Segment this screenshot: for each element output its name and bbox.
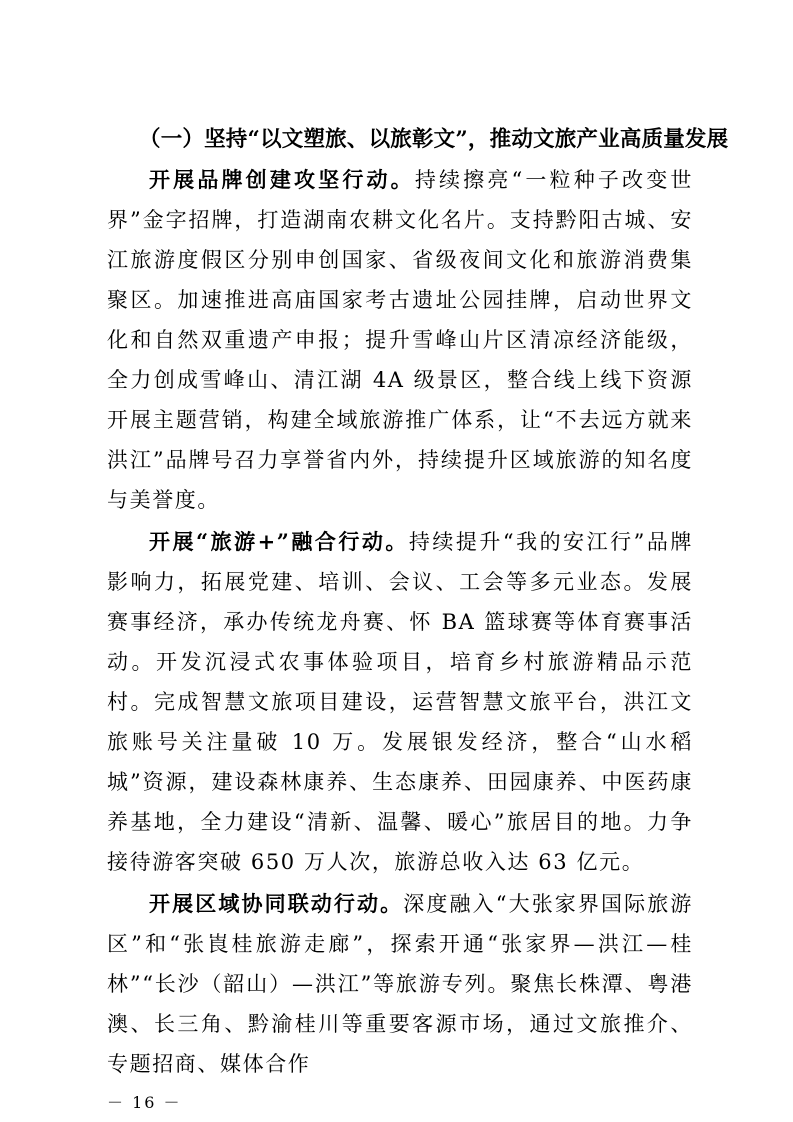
paragraph-lead: 开展品牌创建攻坚行动。 <box>149 167 415 192</box>
paragraph-text: 持续提升“我的安江行”品牌影响力，拓展党建、培训、会议、工会等多元业态。发展赛事经济，承办传统龙舟赛、怀 BA 篮球赛等体育赛事活动。开发沉浸式农事体验项目，培育乡村旅游精品示范村。完成智慧文旅项目建设，运营智慧文旅平台，洪江文旅账号关注量破 10 万。发展银发经济，整合“山水稻城”资源，建设森林康养、生态康养、田园康养、中医药康养基地，全力建设“清新、温馨、暖心”旅居目的地。力争接待游客突破 650 万人次，旅游总收入达 63 亿元。 <box>107 530 693 874</box>
paragraph-brand <box>107 160 693 520</box>
paragraph-lead: 开展区域协同联动行动。 <box>149 891 404 916</box>
paragraph-tourism-plus <box>107 522 693 882</box>
section-heading: （一）坚持“以文塑旅、以旅彰文”，推动文旅产业高质量发展 <box>139 127 729 152</box>
paragraph-lead: 开展“旅游+”融合行动。 <box>149 529 409 554</box>
page-number: － 16 － <box>107 1093 182 1112</box>
paragraph-regional <box>107 884 693 1084</box>
document-body <box>107 120 729 1084</box>
paragraph-text: 深度融入“大张家界国际旅游区”和“张崀桂旅游走廊”，探索开通“张家界—洪江—桂林”“长沙（韶山）—洪江”等旅游专列。聚焦长株潭、粤港澳、长三角、黔渝桂川等重要客源市场，通过文旅推介、专题招商、媒体合作 <box>107 892 693 1076</box>
paragraph-text: 持续擦亮“一粒种子改变世界”金字招牌，打造湖南农耕文化名片。支持黔阳古城、安江旅游度假区分别申创国家、省级夜间文化和旅游消费集聚区。加速推进高庙国家考古遗址公园挂牌，启动世界文化和自然双重遗产申报；提升雪峰山片区清凉经济能级，全力创成雪峰山、清江湖 4A 级景区，整合线上线下资源开展主题营销，构建全域旅游推广体系，让“不去远方就来洪江”品牌号召力享誉省内外，持续提升区域旅游的知名度与美誉度。 <box>107 168 693 512</box>
